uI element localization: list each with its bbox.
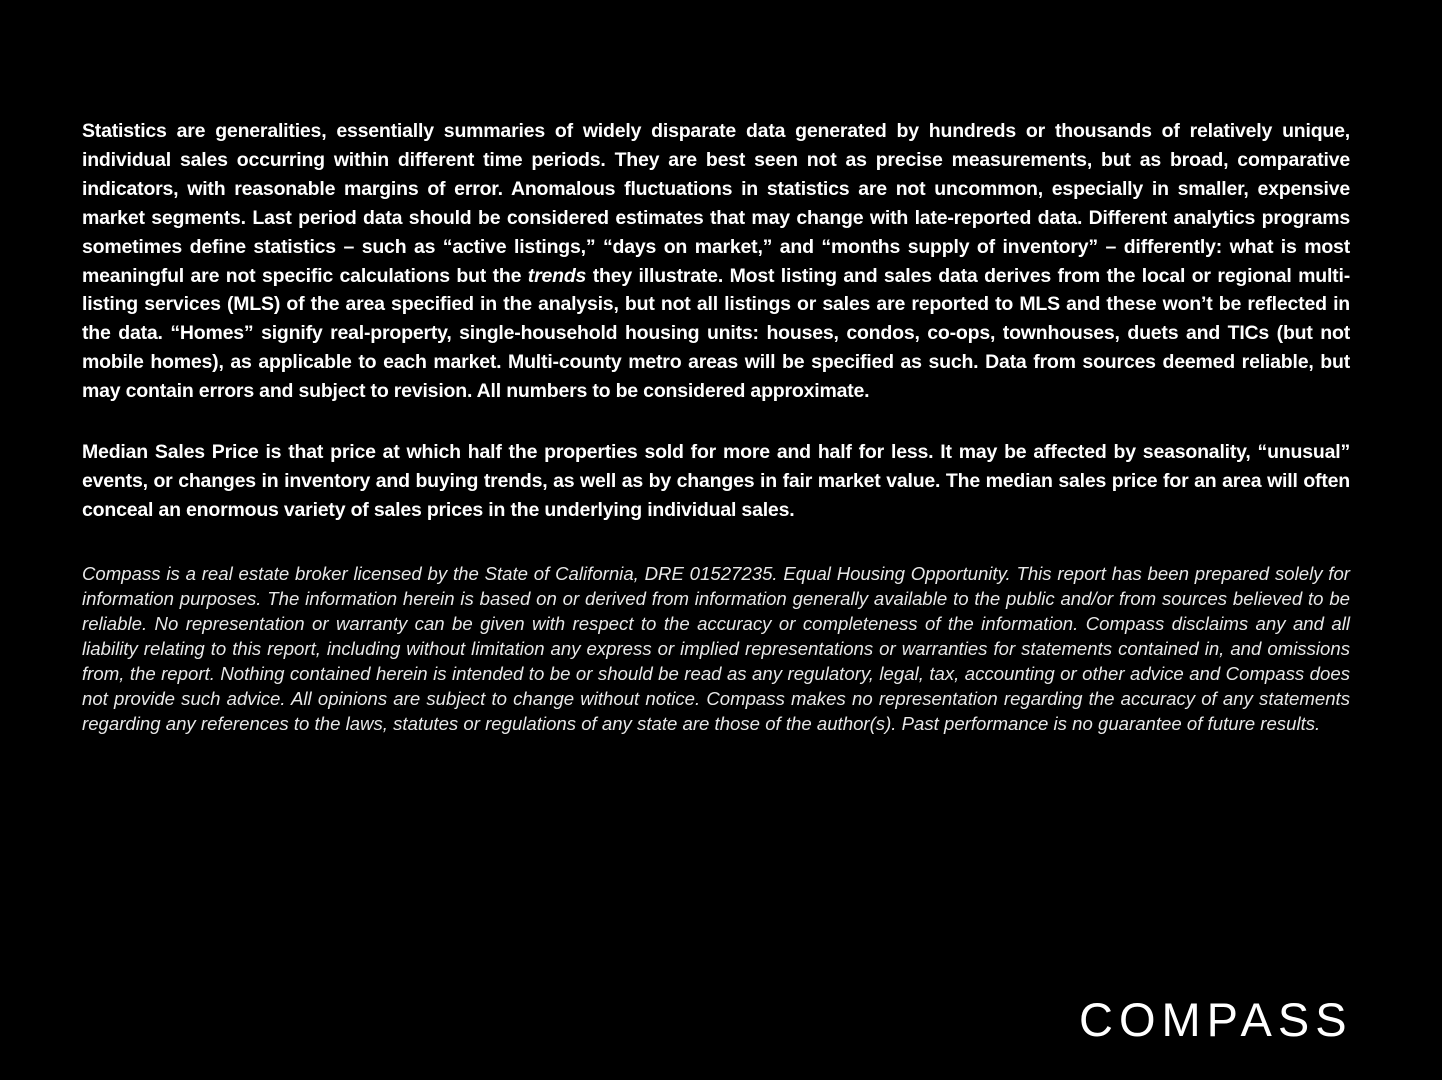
statistics-text-part-2: they illustrate. Most listing and sales data derives from the local or regional multi-listing services (MLS) of the area specified in the analysis, but not all listings or sales are reported to MLS and these won’t be reflected in the data. “Homes” signify real-property, single-household housing units: houses, condos, co-ops, townhouses, duets and TICs (but not mobile homes), as applicable to each market. Multi-county metro areas will be specified as such. Data from sources deemed reliable, but may contain errors and subject to revision. All numbers to be considered approximate. [82, 264, 1350, 403]
median-sales-price-paragraph: Median Sales Price is that price at which half the properties sold for more and half for less. It may be affected by seasonality, “unusual” events, or changes in inventory and buying trends, as well as by changes in fair market value. The median sales price for an area will often conceal an enormous variety of sales prices in the underlying individual sales. [82, 441, 1350, 521]
statistics-emphasis-trends: trends [527, 264, 587, 287]
legal-disclaimer-paragraph: Compass is a real estate broker licensed by the State of California, DRE 01527235. Equal Housing Opportunity. This report has been prepared solely for information purposes. The information herein is based on or derived from information generally available to the public and/or from sources believed to be reliable. No representation or warranty can be given with respect to the accuracy or completeness of the information. Compass disclaims any and all liability relating to this report, including without limitation any express or implied representations or warranties for statements contained in, and omissions from, the report. Nothing contained herein is intended to be or should be read as any regulatory, legal, tax, accounting or other advice and Compass does not provide such advice. All opinions are subject to change without notice. Compass makes no representation regarding the accuracy of any statements regarding any references to the laws, statutes or regulations of any state are those of the author(s). Past performance is no guarantee of future results. [82, 562, 1350, 735]
statistics-text-part-1: Statistics are generalities, essentially summaries of widely disparate data generated by hundreds or thousands of relatively unique, individual sales occurring within different time periods. They are best seen not as precise measurements, but as broad, comparative indicators, with reasonable margins of error. Anomalous fluctuations in statistics are not uncommon, especially in smaller, expensive market segments. Last period data should be considered estimates that may change with late-reported data. Different analytics programs sometimes define statistics – such as “active listings,” “days on market,” and “months supply of inventory” – differently: what is most meaningful are not specific calculations but the [82, 120, 1350, 287]
document-body [82, 117, 1350, 736]
statistics-paragraph [82, 117, 1350, 406]
compass-logo: COMPASS [1079, 993, 1353, 1046]
